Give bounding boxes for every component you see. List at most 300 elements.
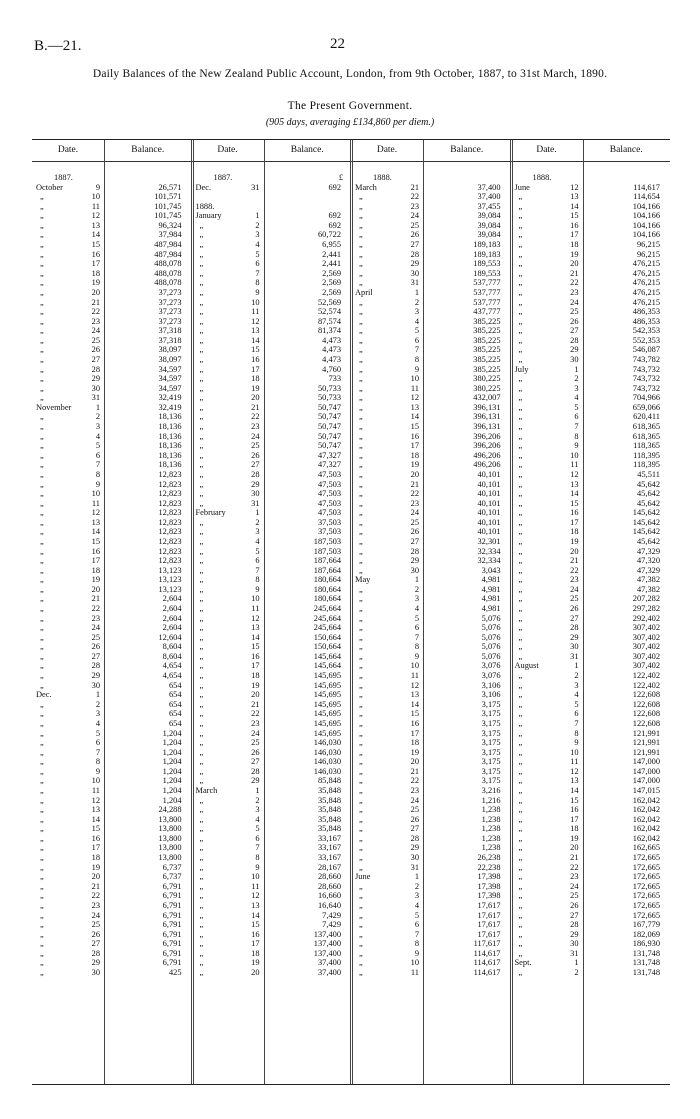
row-day: 21 [251, 699, 260, 709]
row-day: 29 [570, 345, 579, 355]
row-month: „ [518, 316, 523, 326]
row-balance: 52,569 [317, 297, 341, 307]
averaging-note: (905 days, averaging £134,860 per diem.) [265, 117, 435, 128]
row-balance: 37,273 [158, 297, 182, 307]
row-balance: 12,823 [158, 556, 182, 566]
row-day: 19 [91, 862, 100, 872]
row-month: August [514, 661, 539, 671]
row-month: „ [40, 843, 44, 853]
table-row [36, 604, 188, 614]
row-balance: 150,664 [313, 632, 341, 642]
row-day: 14 [251, 632, 260, 642]
row-month: June [355, 872, 371, 882]
row-month: April [355, 287, 373, 297]
row-balance: 38,097 [158, 354, 182, 364]
row-balance: 187,503 [313, 536, 341, 546]
row-day: 20 [91, 287, 100, 297]
row-balance: 34,597 [158, 374, 182, 384]
row-balance: 26,571 [158, 182, 182, 192]
balance-header: Balance. [609, 145, 643, 155]
row-month: „ [518, 565, 523, 575]
row-day: 11 [410, 967, 419, 977]
row-month: „ [518, 249, 523, 259]
row-balance: 37,503 [317, 527, 341, 537]
row-balance: 476,215 [632, 278, 660, 288]
row-day: 16 [91, 546, 100, 556]
table-row [196, 719, 348, 729]
table-row [196, 298, 348, 308]
table-row [355, 269, 507, 279]
row-balance: 18,136 [158, 450, 182, 460]
table-row [515, 365, 667, 375]
row-balance: 3,106 [481, 690, 501, 700]
row-day: 15 [570, 795, 579, 805]
row-month: „ [40, 498, 44, 508]
table-row [515, 451, 667, 461]
row-day: 30 [251, 489, 260, 499]
row-day: 1 [255, 786, 260, 795]
table-row [196, 738, 348, 748]
table-row [196, 661, 348, 671]
row-month: „ [359, 843, 363, 853]
table-row [515, 939, 667, 949]
row-day: 3 [95, 422, 100, 432]
row-month: „ [199, 862, 204, 872]
row-balance: 101,745 [154, 201, 182, 211]
row-day: 15 [570, 498, 579, 508]
row-month: „ [359, 786, 363, 795]
row-day: 11 [91, 498, 100, 508]
row-day: 8 [255, 575, 260, 585]
table-row [515, 968, 667, 978]
date-header: Date. [536, 145, 557, 155]
table-row [36, 432, 188, 442]
row-day: 3 [95, 709, 100, 719]
row-balance: 47,320 [636, 556, 660, 566]
row-balance: 307,402 [632, 661, 660, 671]
row-day: 24 [410, 508, 419, 518]
row-month: „ [359, 661, 363, 671]
row-month: „ [359, 594, 363, 604]
row-balance: 104,166 [632, 211, 660, 221]
row-month: October [36, 182, 63, 192]
row-month: „ [518, 287, 523, 297]
row-balance: 2,604 [162, 623, 182, 633]
table-row [515, 183, 667, 193]
row-balance: 654 [168, 690, 182, 700]
table-row [515, 805, 667, 815]
row-day: 28 [570, 335, 579, 345]
row-balance: 40,101 [477, 498, 501, 508]
table-row [515, 403, 667, 413]
row-month: „ [199, 489, 204, 499]
row-balance: 3,175 [481, 718, 501, 728]
row-balance: 2,569 [322, 278, 341, 288]
table-row [196, 834, 348, 844]
table-row [36, 623, 188, 633]
row-day: 17 [251, 661, 260, 671]
row-balance: 96,215 [636, 240, 660, 250]
table-row [36, 240, 188, 250]
row-month: „ [359, 642, 363, 652]
table-row [36, 183, 188, 193]
row-day: 27 [570, 613, 579, 623]
row-month: „ [40, 747, 44, 757]
row-balance: 3,175 [481, 747, 501, 757]
row-day: 26 [251, 747, 260, 757]
row-day: 14 [570, 489, 579, 499]
table-row [355, 652, 507, 662]
row-balance: 13,800 [158, 843, 182, 853]
row-balance: 12,823 [158, 536, 182, 546]
row-month: „ [199, 661, 204, 671]
row-month: „ [40, 527, 44, 537]
table-row [36, 949, 188, 959]
table-row [36, 633, 188, 643]
row-balance: 6,737 [162, 872, 182, 882]
row-balance: 18,136 [158, 441, 182, 451]
table-row [196, 872, 348, 882]
row-balance: 743,732 [632, 383, 660, 393]
row-balance: 50,747 [317, 402, 341, 412]
table-row [355, 614, 507, 624]
row-day: 8 [255, 278, 260, 288]
row-balance: 13,123 [158, 575, 182, 585]
row-month: „ [359, 479, 363, 489]
row-balance: 8,604 [162, 642, 182, 652]
row-day: 1 [255, 508, 260, 518]
row-day: 1 [574, 364, 579, 374]
row-day: 20 [251, 393, 260, 403]
row-day: 16 [570, 805, 579, 815]
row-day: 31 [91, 393, 100, 403]
row-month: „ [359, 527, 363, 537]
row-day: 23 [410, 201, 419, 211]
row-balance: 40,101 [477, 508, 501, 518]
row-balance: 3,175 [481, 738, 501, 748]
row-day: 25 [570, 891, 579, 901]
table-row [355, 891, 507, 901]
row-month: „ [40, 211, 44, 221]
row-day: 3 [414, 307, 419, 317]
row-day: 10 [251, 872, 260, 882]
table-row [515, 863, 667, 873]
table-row [355, 776, 507, 786]
row-balance: 114,654 [633, 192, 660, 202]
table-row [355, 326, 507, 336]
row-month: „ [359, 412, 363, 422]
row-balance: 33,167 [317, 843, 341, 853]
row-month: „ [40, 345, 44, 355]
table-row [196, 891, 348, 901]
row-balance: 4,981 [481, 594, 501, 604]
row-month: „ [199, 699, 204, 709]
table-row [515, 202, 667, 212]
row-day: 18 [91, 268, 100, 278]
table-row [355, 786, 507, 796]
row-month: „ [40, 479, 44, 489]
table-row [36, 393, 188, 403]
row-day: 19 [570, 833, 579, 843]
table-row [196, 240, 348, 250]
row-month: „ [199, 220, 204, 230]
row-month: „ [359, 747, 363, 757]
row-balance: 4,981 [481, 575, 501, 585]
table-row [196, 460, 348, 470]
table-row [36, 872, 188, 882]
table-row [196, 374, 348, 384]
row-month: „ [40, 546, 44, 556]
row-balance: 32,301 [477, 536, 501, 546]
row-balance: 620,411 [633, 412, 660, 422]
row-month: „ [359, 699, 363, 709]
row-month: „ [518, 374, 523, 384]
row-balance: 12,823 [158, 546, 182, 556]
table-row [355, 508, 507, 518]
row-day: 28 [410, 249, 419, 259]
row-day: 2 [574, 671, 579, 681]
table-row [36, 221, 188, 231]
row-month: „ [518, 469, 523, 479]
row-balance: 476,215 [632, 259, 660, 269]
table-row [196, 307, 348, 317]
row-month: „ [40, 220, 44, 230]
row-balance: 45,642 [636, 498, 660, 508]
row-month: „ [359, 680, 363, 690]
table-row [515, 537, 667, 547]
row-day: 24 [410, 795, 419, 805]
row-balance: 50,747 [317, 431, 341, 441]
table-row [196, 930, 348, 940]
row-month: „ [199, 920, 204, 930]
row-month: „ [518, 967, 523, 977]
row-balance: 45,642 [636, 489, 660, 499]
row-day: 16 [410, 431, 419, 441]
row-day: 1 [95, 402, 100, 412]
row-month: „ [359, 862, 363, 872]
row-day: 24 [91, 623, 100, 633]
row-month: „ [40, 489, 44, 499]
row-balance: 659,066 [632, 402, 660, 412]
row-balance: 26,238 [477, 853, 501, 863]
row-day: 17 [570, 230, 579, 240]
row-balance: 145,642 [632, 508, 660, 518]
row-month: „ [359, 613, 363, 623]
row-day: 18 [251, 374, 260, 384]
table-row [196, 355, 348, 365]
row-month: „ [359, 967, 363, 977]
row-balance: 1,204 [162, 738, 182, 748]
row-day: 26 [570, 316, 579, 326]
row-balance: 50,747 [317, 441, 341, 451]
row-balance: 17,398 [477, 872, 501, 882]
row-balance: 4,760 [322, 364, 341, 374]
row-day: 12 [410, 393, 419, 403]
year-text: 1888. [373, 173, 392, 182]
row-balance: 2,441 [322, 249, 341, 259]
row-balance: 145,695 [313, 699, 341, 709]
row-day: 9 [95, 182, 100, 192]
table-row [196, 652, 348, 662]
balance-column-1 [36, 173, 188, 978]
table-row [515, 412, 667, 422]
row-balance: 37,455 [477, 201, 501, 211]
row-balance: 13,800 [158, 853, 182, 863]
row-month: „ [518, 393, 523, 403]
row-day: 19 [570, 536, 579, 546]
row-balance: 307,402 [632, 632, 660, 642]
row-balance: 189,183 [473, 249, 501, 259]
row-day: 17 [570, 517, 579, 527]
row-balance: 4,473 [322, 354, 341, 364]
row-balance: 486,353 [632, 316, 660, 326]
row-month: „ [199, 479, 204, 489]
row-month: „ [518, 508, 523, 518]
row-month: „ [199, 297, 204, 307]
row-month: „ [518, 546, 523, 556]
table-row [515, 891, 667, 901]
table-row [196, 202, 348, 212]
row-day: 26 [91, 642, 100, 652]
table-row [36, 269, 188, 279]
row-balance: 147,000 [632, 766, 660, 776]
table-row [355, 393, 507, 403]
row-balance: 4,981 [481, 584, 501, 594]
row-day: 23 [251, 422, 260, 432]
row-month: „ [40, 891, 44, 901]
table-row [355, 853, 507, 863]
table-row [196, 968, 348, 978]
table-row [196, 393, 348, 403]
row-month: „ [40, 824, 44, 834]
table-row [36, 480, 188, 490]
row-month: „ [518, 699, 523, 709]
row-month: „ [518, 412, 523, 422]
row-balance: 618,365 [632, 431, 660, 441]
row-month: „ [518, 431, 523, 441]
row-month: „ [199, 853, 204, 863]
row-balance: 3,076 [481, 661, 501, 671]
row-month: „ [518, 680, 523, 690]
row-month: „ [199, 843, 204, 853]
row-day: 19 [410, 460, 419, 470]
table-row [196, 480, 348, 490]
row-month: „ [518, 297, 523, 307]
row-balance: 32,419 [158, 402, 182, 412]
row-balance: 245,664 [313, 604, 341, 614]
row-balance: 6,791 [162, 920, 182, 930]
row-month: „ [40, 623, 44, 633]
row-month: „ [359, 211, 363, 221]
row-month: „ [518, 268, 523, 278]
row-balance: 45,642 [636, 479, 660, 489]
table-row [196, 441, 348, 451]
row-month: „ [518, 230, 523, 240]
row-month: „ [40, 900, 44, 910]
row-month: „ [199, 527, 204, 537]
row-balance: 2,604 [162, 613, 182, 623]
row-day: 15 [410, 709, 419, 719]
row-day: 27 [91, 354, 100, 364]
row-balance: 385,225 [473, 364, 501, 374]
table-row [196, 604, 348, 614]
row-month: „ [199, 374, 204, 384]
table-row [515, 834, 667, 844]
row-balance: 3,175 [481, 709, 501, 719]
row-balance: 743,782 [632, 354, 660, 364]
row-day: 23 [251, 718, 260, 728]
row-month: „ [359, 230, 363, 240]
row-day: 25 [91, 920, 100, 930]
row-month: Dec. [36, 690, 52, 700]
row-day: 3 [574, 680, 579, 690]
row-balance: 307,402 [632, 651, 660, 661]
row-day: 27 [410, 824, 419, 834]
table-row [355, 681, 507, 691]
row-balance: 189,553 [473, 259, 501, 269]
table-row [196, 575, 348, 585]
row-month: February [195, 508, 226, 518]
row-balance: 654 [168, 680, 182, 690]
table-row [355, 575, 507, 585]
table-row [515, 384, 667, 394]
row-day: 9 [95, 766, 100, 776]
row-month: „ [518, 441, 523, 451]
row-day: 3 [255, 527, 260, 537]
row-balance: 32,334 [477, 556, 501, 566]
table-row [36, 336, 188, 346]
row-balance: 40,101 [477, 489, 501, 499]
row-day: 30 [91, 680, 100, 690]
row-month: „ [518, 498, 523, 508]
table-row [355, 901, 507, 911]
row-day: 20 [91, 872, 100, 882]
table-row [196, 326, 348, 336]
row-day: 30 [410, 565, 419, 575]
row-month: „ [40, 766, 44, 776]
row-balance: 1,204 [162, 747, 182, 757]
row-month: „ [199, 958, 204, 968]
row-month: „ [199, 594, 204, 604]
table-row [36, 690, 188, 700]
table-row [515, 393, 667, 403]
row-balance: 7,429 [322, 920, 341, 930]
row-day: 31 [410, 278, 419, 288]
table-row [515, 298, 667, 308]
row-day: 2 [95, 412, 100, 422]
row-day: 23 [91, 316, 100, 326]
row-day: 21 [91, 881, 100, 891]
row-month: „ [40, 536, 44, 546]
row-day: 12 [251, 613, 260, 623]
row-day: 4 [255, 536, 260, 546]
row-month: „ [199, 575, 204, 585]
row-day: 12 [91, 211, 100, 221]
row-balance: 34,597 [158, 383, 182, 393]
row-balance: 122,608 [632, 709, 660, 719]
row-day: 27 [410, 536, 419, 546]
table-row [355, 250, 507, 260]
row-day: 1 [255, 211, 260, 221]
row-day: 13 [410, 402, 419, 412]
table-row [196, 767, 348, 777]
row-balance: 2,604 [162, 594, 182, 604]
row-month: „ [359, 326, 363, 336]
row-month: „ [40, 671, 44, 681]
row-day: 22 [91, 891, 100, 901]
row-balance: 47,503 [317, 498, 341, 508]
table-row [515, 250, 667, 260]
